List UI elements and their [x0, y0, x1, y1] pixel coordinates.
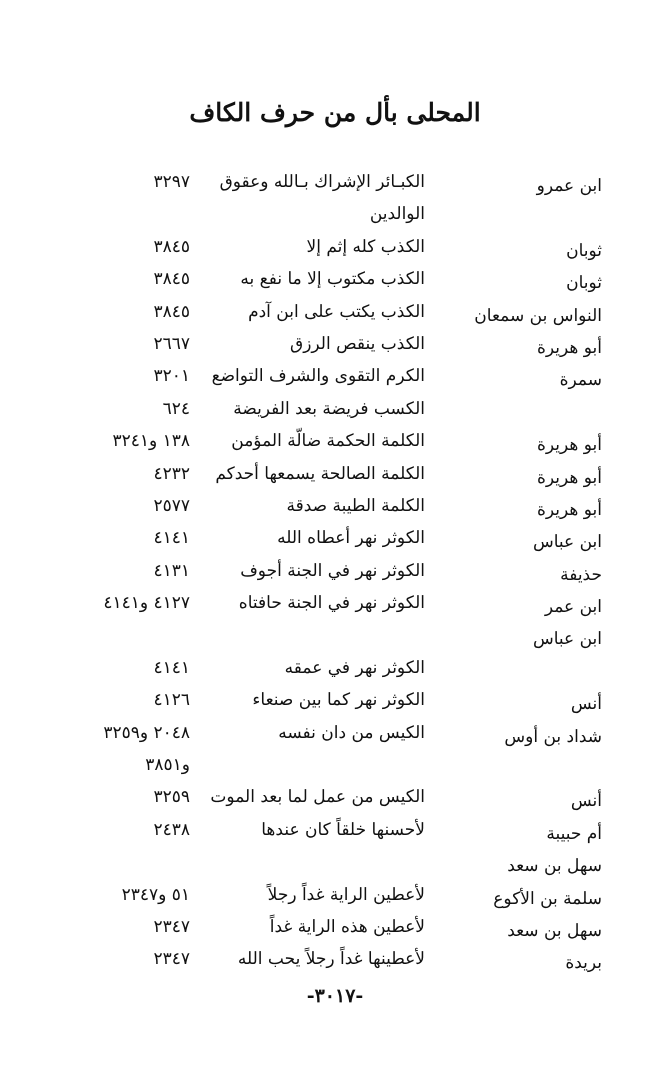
hadith-text: الكلمة الحكمة ضالّة المؤمن — [231, 431, 425, 452]
narrator-name: ابن عمرو — [536, 176, 602, 196]
hadith-text: الكذب يكتب على ابن آدم — [248, 301, 425, 322]
index-row — [0, 458, 670, 490]
reference-numbers: ٢٦٦٧ — [153, 333, 190, 354]
hadith-text: الكبـائر الإشراك بـالله وعقوق — [219, 172, 425, 192]
narrator-name: أبو هريرة — [536, 467, 602, 488]
reference-numbers: ٤١٣١ — [153, 560, 190, 581]
narrator-name: سلمة بن الأكوع — [493, 888, 602, 909]
narrator-name: ابن عمر — [544, 597, 602, 618]
hadith-text: لأعطين الراية غداً رجلاً — [267, 884, 425, 905]
index-row — [0, 749, 670, 781]
hadith-text: الكذب كله إثم إلا — [306, 236, 425, 257]
hadith-text: الكوثر نهر أعطاه الله — [277, 528, 425, 549]
index-row — [0, 555, 670, 587]
page-title: المحلى بأل من حرف الكاف — [189, 98, 481, 127]
index-row — [0, 879, 670, 911]
hadith-text: لأحسنها خلقاً كان عندها — [261, 819, 425, 840]
reference-numbers: ٢٣٤٧ — [153, 916, 190, 937]
index-row — [0, 360, 670, 392]
reference-numbers: ٢٣٤٧ — [153, 949, 190, 970]
narrator-name: أم حبيبة — [546, 823, 602, 844]
hadith-text: لأعطين هذه الراية غداً — [269, 916, 425, 937]
reference-numbers: ١٣٨ و٣٢٤١ — [112, 431, 190, 452]
reference-numbers: ٣٨٤٥ — [153, 269, 190, 290]
narrator-name: ثوبان — [566, 240, 602, 261]
index-row — [0, 781, 670, 813]
reference-numbers: ٤١٤١ — [153, 528, 190, 549]
hadith-text: الكيس من دان نفسه — [278, 722, 425, 743]
reference-numbers: ٦٢٤ — [162, 398, 190, 419]
index-row — [0, 231, 670, 263]
narrator-name: أبو هريرة — [536, 435, 602, 456]
hadith-text: لأعطينها غداً رجلاً يحب الله — [237, 949, 425, 970]
index-row — [0, 911, 670, 943]
page-number: -٣٠١٧- — [306, 985, 364, 1007]
reference-numbers: ٣٢٥٩ — [153, 787, 190, 808]
narrator-name: بريدة — [565, 953, 602, 974]
narrator-name: أبو هريرة — [536, 337, 602, 358]
index-row — [0, 684, 670, 716]
hadith-text: الكذب ينقص الرزق — [290, 333, 425, 354]
narrator-name: ابن عباس — [532, 629, 602, 650]
reference-numbers: ٢٠٤٨ و٣٢٥٩ — [103, 722, 190, 743]
hadith-text: الكوثر نهر في عمقه — [284, 657, 425, 678]
reference-numbers: و٣٨٥١ — [145, 755, 190, 776]
reference-numbers: ٣٢٩٧ — [153, 172, 190, 192]
narrator-name: أنس — [570, 791, 602, 812]
narrator-name: أبو هريرة — [536, 499, 602, 520]
reference-numbers: ٥١ و٢٣٤٧ — [121, 884, 190, 905]
index-row — [0, 619, 670, 651]
index-row — [0, 652, 670, 684]
narrator-name: سهل بن سعد — [507, 920, 602, 941]
index-row — [0, 943, 670, 975]
reference-numbers: ٣٢٠١ — [153, 366, 190, 387]
narrator-name: ثوبان — [566, 273, 602, 294]
index-list — [0, 166, 670, 976]
hadith-text: الوالدين — [369, 204, 425, 225]
hadith-text: الكرم التقوى والشرف التواضع — [211, 366, 425, 387]
hadith-text: الكسب فريضة بعد الفريضة — [233, 398, 425, 419]
narrator-name: سهل بن سعد — [507, 856, 602, 877]
index-row — [0, 393, 670, 425]
index-row — [0, 846, 670, 878]
index-row — [0, 425, 670, 457]
reference-numbers: ٤١٢٧ و٤١٤١ — [103, 593, 190, 614]
hadith-text: الكوثر نهر في الجنة أجوف — [240, 560, 425, 581]
reference-numbers: ٣٨٤٥ — [153, 236, 190, 257]
index-row — [0, 587, 670, 619]
reference-numbers: ٤٢٣٢ — [153, 463, 190, 484]
index-row — [0, 296, 670, 328]
hadith-text: الكوثر نهر كما بين صنعاء — [252, 690, 425, 711]
narrator-name: النواس بن سمعان — [474, 305, 602, 326]
index-row — [0, 490, 670, 522]
index-row — [0, 198, 670, 230]
index-row — [0, 717, 670, 749]
index-row — [0, 263, 670, 295]
reference-numbers: ٣٨٤٥ — [153, 301, 190, 322]
hadith-text: الكوثر نهر في الجنة حافتاه — [238, 593, 425, 614]
reference-numbers: ٤١٤١ — [153, 657, 190, 678]
narrator-name: حذيفة — [560, 564, 602, 585]
index-row — [0, 166, 670, 198]
reference-numbers: ٢٤٣٨ — [153, 819, 190, 840]
hadith-text: الكيس من عمل لما بعد الموت — [210, 787, 425, 808]
index-row — [0, 328, 670, 360]
index-row — [0, 814, 670, 846]
index-row — [0, 522, 670, 554]
narrator-name: شداد بن أوس — [504, 726, 602, 747]
narrator-name: ابن عباس — [532, 532, 602, 553]
hadith-text: الكلمة الطيبة صدقة — [286, 495, 425, 516]
hadith-text: الكذب مكتوب إلا ما نفع به — [240, 269, 425, 290]
narrator-name: أنس — [570, 694, 602, 715]
reference-numbers: ٤١٢٦ — [153, 690, 190, 711]
narrator-name: سمرة — [559, 370, 602, 391]
hadith-text: الكلمة الصالحة يسمعها أحدكم — [215, 463, 425, 484]
reference-numbers: ٢٥٧٧ — [153, 495, 190, 516]
